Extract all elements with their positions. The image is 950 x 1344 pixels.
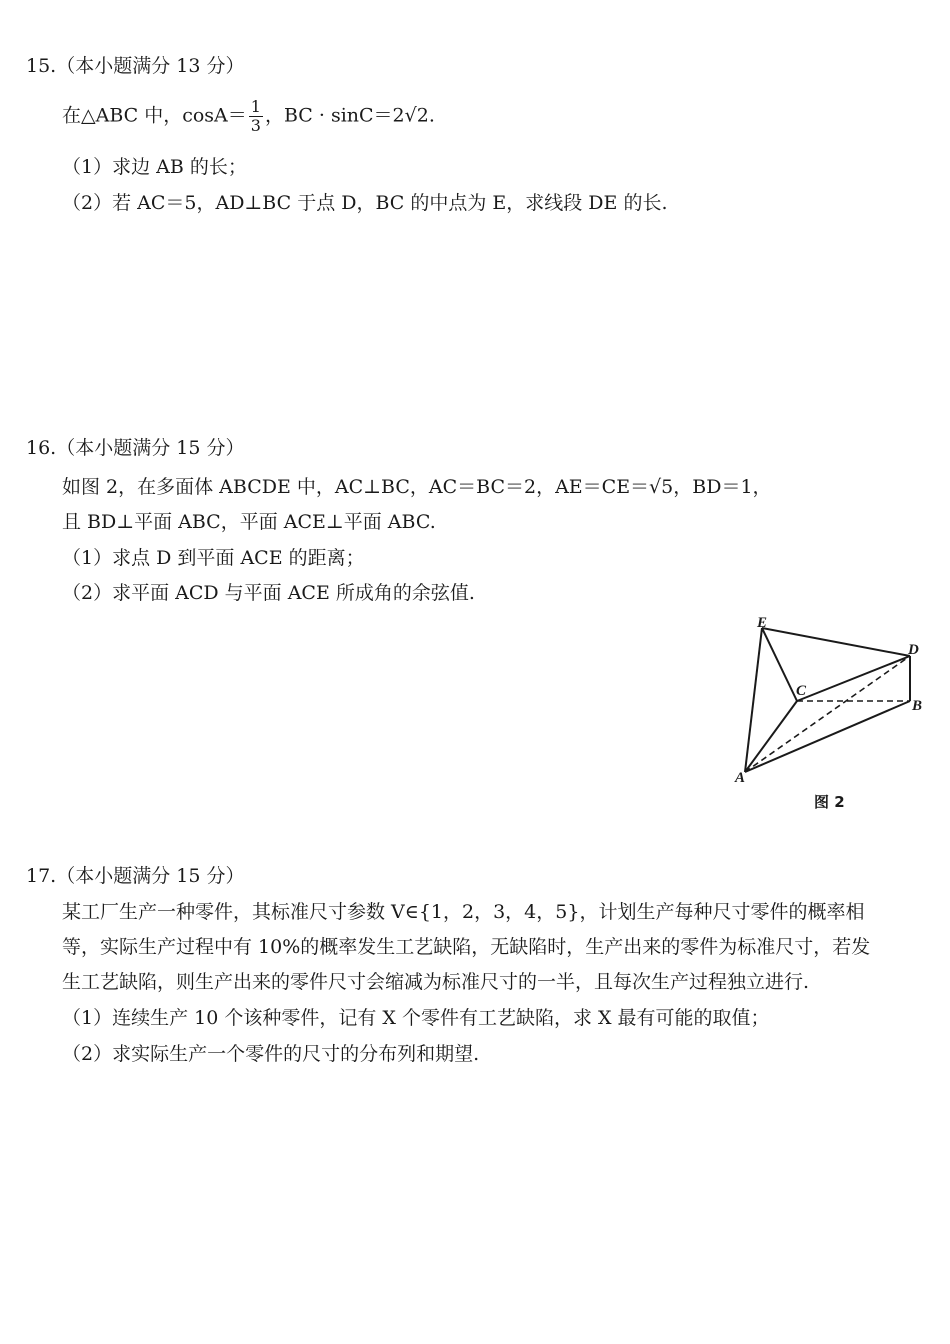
edge-EA	[745, 628, 762, 772]
q15-fraction-numerator: 1	[250, 97, 261, 116]
figure-caption: 图 2	[814, 793, 845, 811]
q17-header: 17.（本小题满分 15 分）	[26, 865, 245, 887]
q15-part2: （2）若 AC＝5，AD⊥BC 于点 D，BC 的中点为 E，求线段 DE 的长.	[62, 192, 668, 214]
q15-given-pre: 在△ABC 中，cosA＝	[62, 104, 247, 127]
edge-ED	[762, 628, 910, 656]
q15-given-post: ，BC · sinC＝2√2.	[264, 104, 435, 127]
q15-part1: （1）求边 AB 的长；	[62, 156, 247, 178]
edge-EC	[762, 628, 797, 701]
q15-header: 15.（本小题满分 13 分）	[26, 55, 245, 77]
q17-part2: （2）求实际生产一个零件的尺寸的分布列和期望.	[62, 1043, 480, 1065]
q16-part1: （1）求点 D 到平面 ACE 的距离；	[62, 547, 365, 569]
q16-part2: （2）求平面 ACD 与平面 ACE 所成角的余弦值.	[62, 582, 475, 604]
q15-fraction-denominator: 3	[250, 116, 261, 135]
edge-AD-dashed	[745, 656, 910, 772]
q17-line3: 生工艺缺陷，则生产出来的零件尺寸会缩减为标准尺寸的一半，且每次生产过程独立进行.	[62, 971, 810, 993]
vertex-label-A: A	[735, 770, 746, 786]
edge-AB	[745, 701, 910, 772]
vertex-label-D: D	[908, 642, 919, 658]
polyhedron-figure	[728, 612, 933, 817]
q15-fraction	[249, 98, 263, 135]
edge-CD	[797, 656, 910, 701]
q16-line1: 如图 2，在多面体 ABCDE 中，AC⊥BC，AC＝BC＝2，AE＝CE＝√5，BD＝1，	[62, 476, 772, 498]
vertex-label-E: E	[757, 615, 768, 631]
q17-part1: （1）连续生产 10 个该种零件，记有 X 个零件有工艺缺陷，求 X 最有可能的取值；	[62, 1007, 770, 1029]
vertex-label-C: C	[796, 683, 807, 699]
q15-given	[62, 98, 435, 135]
q17-line2: 等，实际生产过程中有 10%的概率发生工艺缺陷，无缺陷时，生产出来的零件为标准尺寸，若发	[62, 936, 871, 958]
q16-header: 16.（本小题满分 15 分）	[26, 437, 245, 459]
q17-line1: 某工厂生产一种零件，其标准尺寸参数 V∈{1，2，3，4，5}，计划生产每种尺寸零件的概率相	[62, 901, 865, 923]
q16-line2: 且 BD⊥平面 ABC，平面 ACE⊥平面 ABC.	[62, 511, 436, 533]
vertex-label-B: B	[912, 698, 923, 714]
